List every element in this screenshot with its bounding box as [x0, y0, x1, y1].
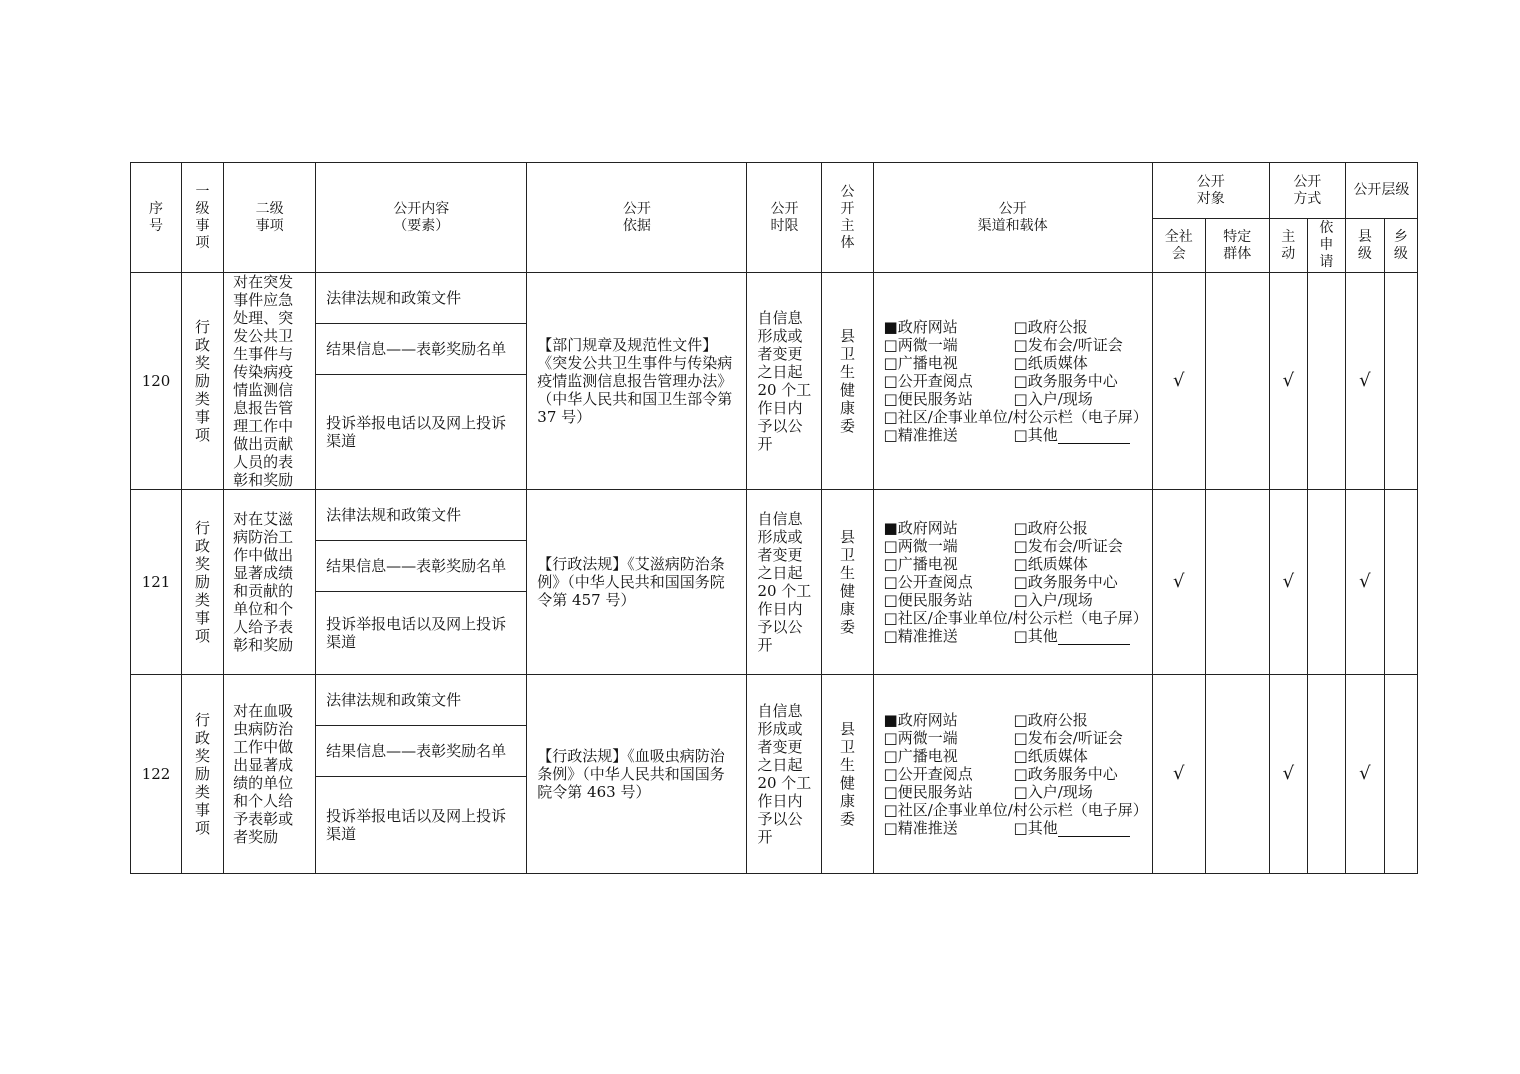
row-time-limit: 自信息形成或者变更之日起 20 个工作日内予以公开 — [747, 675, 822, 874]
content-item: 投诉举报电话以及网上投诉渠道 — [316, 777, 527, 874]
header-target: 公开 对象 — [1152, 163, 1269, 219]
channel-door: □入户/现场 — [1013, 390, 1093, 408]
channel-paper: □纸质媒体 — [1013, 354, 1088, 372]
content-item: 投诉举报电话以及网上投诉渠道 — [316, 375, 527, 490]
channel-service-station: □便民服务站 — [883, 783, 973, 801]
header-time-limit: 公开 时限 — [747, 163, 822, 273]
row-subject: 县卫生健康委 — [822, 273, 873, 490]
channel-push: □精准推送 — [883, 426, 958, 444]
channel-reading-point: □公开查阅点 — [883, 765, 973, 783]
check-target-all: √ — [1152, 675, 1205, 874]
check-tier-town — [1384, 273, 1417, 490]
channel-reading-point: □公开查阅点 — [883, 573, 973, 591]
channel-service-center: □政务服务中心 — [1013, 372, 1118, 390]
channel-paper: □纸质媒体 — [1013, 747, 1088, 765]
content-item: 结果信息——表彰奖励名单 — [316, 541, 527, 592]
row-basis: 【行政法规】《血吸虫病防治条例》（中华人民共和国国务院令第 463 号） — [527, 675, 747, 874]
disclosure-table-sheet — [130, 162, 1418, 874]
check-target-all: √ — [1152, 273, 1205, 490]
channel-radio-tv: □广播电视 — [883, 555, 958, 573]
header-content: 公开内容 （要素） — [316, 163, 527, 273]
row-channels — [873, 273, 1152, 490]
check-method-active: √ — [1269, 273, 1307, 490]
check-tier-county: √ — [1345, 675, 1384, 874]
row-channels — [873, 675, 1152, 874]
header-subject: 公开主体 — [822, 163, 873, 273]
channel-other: □其他 — [1014, 627, 1144, 645]
header-target-group: 特定群体 — [1205, 219, 1269, 273]
channel-door: □入户/现场 — [1013, 591, 1093, 609]
check-target-group — [1205, 490, 1269, 675]
channel-gov-gazette: □政府公报 — [1013, 711, 1088, 729]
header-level2: 二级事项 — [224, 163, 316, 273]
content-item: 法律法规和政策文件 — [316, 490, 527, 541]
channel-community: □社区/企事业单位/村公示栏（电子屏） — [883, 408, 1148, 426]
check-target-group — [1205, 273, 1269, 490]
row-level2: 对在艾滋病防治工作中做出显著成绩和贡献的单位和个人给予表彰和奖励 — [224, 490, 316, 675]
header-basis: 公开 依据 — [527, 163, 747, 273]
channel-two-one: □两微一端 — [883, 729, 958, 747]
header-method-apply: 依申请 — [1307, 219, 1345, 273]
content-item: 投诉举报电话以及网上投诉渠道 — [316, 592, 527, 675]
table-row — [131, 273, 1418, 324]
table-row — [131, 490, 1418, 541]
channel-paper: □纸质媒体 — [1013, 555, 1088, 573]
channel-service-center: □政务服务中心 — [1013, 765, 1118, 783]
channel-two-one: □两微一端 — [883, 336, 958, 354]
row-level1: 行政奖励类事项 — [182, 675, 224, 874]
check-method-active: √ — [1269, 675, 1307, 874]
channel-service-center: □政务服务中心 — [1013, 573, 1118, 591]
channel-two-one: □两微一端 — [883, 537, 958, 555]
disclosure-table — [130, 162, 1418, 874]
channel-reading-point: □公开查阅点 — [883, 372, 973, 390]
check-target-group — [1205, 675, 1269, 874]
other-blank-line — [1058, 429, 1130, 444]
check-method-apply — [1307, 490, 1345, 675]
channel-push: □精准推送 — [883, 627, 958, 645]
row-level2: 对在血吸虫病防治工作中做出显著成绩的单位和个人给予表彰或者奖励 — [224, 675, 316, 874]
header-channel: 公开 渠道和载体 — [873, 163, 1152, 273]
channel-gov-gazette: □政府公报 — [1013, 519, 1088, 537]
channel-radio-tv: □广播电视 — [883, 747, 958, 765]
row-level1: 行政奖励类事项 — [182, 490, 224, 675]
channel-gov-site: ■政府网站 — [883, 519, 958, 537]
channel-other: □其他 — [1014, 426, 1144, 444]
channel-radio-tv: □广播电视 — [883, 354, 958, 372]
check-tier-town — [1384, 490, 1417, 675]
channel-press: □发布会/听证会 — [1013, 729, 1123, 747]
table-body — [131, 273, 1418, 874]
header-tier-town: 乡级 — [1384, 219, 1417, 273]
check-tier-county: √ — [1345, 490, 1384, 675]
content-item: 结果信息——表彰奖励名单 — [316, 726, 527, 777]
content-item: 法律法规和政策文件 — [316, 675, 527, 726]
channel-community: □社区/企事业单位/村公示栏（电子屏） — [883, 609, 1148, 627]
channel-door: □入户/现场 — [1013, 783, 1093, 801]
channel-press: □发布会/听证会 — [1013, 336, 1123, 354]
other-blank-line — [1058, 822, 1130, 837]
channel-gov-site: ■政府网站 — [883, 711, 958, 729]
row-number: 121 — [131, 490, 182, 675]
header-seq: 序号 — [131, 163, 182, 273]
row-time-limit: 自信息形成或者变更之日起 20 个工作日内予以公开 — [747, 490, 822, 675]
row-basis: 【行政法规】《艾滋病防治条例》（中华人民共和国国务院令第 457 号） — [527, 490, 747, 675]
table-row — [131, 675, 1418, 726]
channel-service-station: □便民服务站 — [883, 390, 973, 408]
row-channels — [873, 490, 1152, 675]
header-target-all: 全社会 — [1152, 219, 1205, 273]
check-method-active: √ — [1269, 490, 1307, 675]
check-tier-town — [1384, 675, 1417, 874]
channel-community: □社区/企事业单位/村公示栏（电子屏） — [883, 801, 1148, 819]
row-level1: 行政奖励类事项 — [182, 273, 224, 490]
header-tier-county: 县级 — [1345, 219, 1384, 273]
row-subject: 县卫生健康委 — [822, 490, 873, 675]
channel-service-station: □便民服务站 — [883, 591, 973, 609]
header-method: 公开 方式 — [1269, 163, 1345, 219]
row-number: 122 — [131, 675, 182, 874]
check-method-apply — [1307, 273, 1345, 490]
header-tier: 公开层级 — [1345, 163, 1417, 219]
channel-gov-site: ■政府网站 — [883, 318, 958, 336]
row-basis: 【部门规章及规范性文件】《突发公共卫生事件与传染病疫情监测信息报告管理办法》（中华人民共和国卫生部令第 37 号） — [527, 273, 747, 490]
other-blank-line — [1058, 630, 1130, 645]
header-method-active: 主动 — [1269, 219, 1307, 273]
row-time-limit: 自信息形成或者变更之日起 20 个工作日内予以公开 — [747, 273, 822, 490]
row-number: 120 — [131, 273, 182, 490]
channel-push: □精准推送 — [883, 819, 958, 837]
header-level1: 一级事项 — [182, 163, 224, 273]
check-tier-county: √ — [1345, 273, 1384, 490]
channel-other: □其他 — [1014, 819, 1144, 837]
channel-press: □发布会/听证会 — [1013, 537, 1123, 555]
content-item: 法律法规和政策文件 — [316, 273, 527, 324]
row-subject: 县卫生健康委 — [822, 675, 873, 874]
check-target-all: √ — [1152, 490, 1205, 675]
row-level2: 对在突发事件应急处理、突发公共卫生事件与传染病疫情监测信息报告管理工作中做出贡献人员的表彰和奖励 — [224, 273, 316, 490]
channel-gov-gazette: □政府公报 — [1013, 318, 1088, 336]
check-method-apply — [1307, 675, 1345, 874]
content-item: 结果信息——表彰奖励名单 — [316, 324, 527, 375]
